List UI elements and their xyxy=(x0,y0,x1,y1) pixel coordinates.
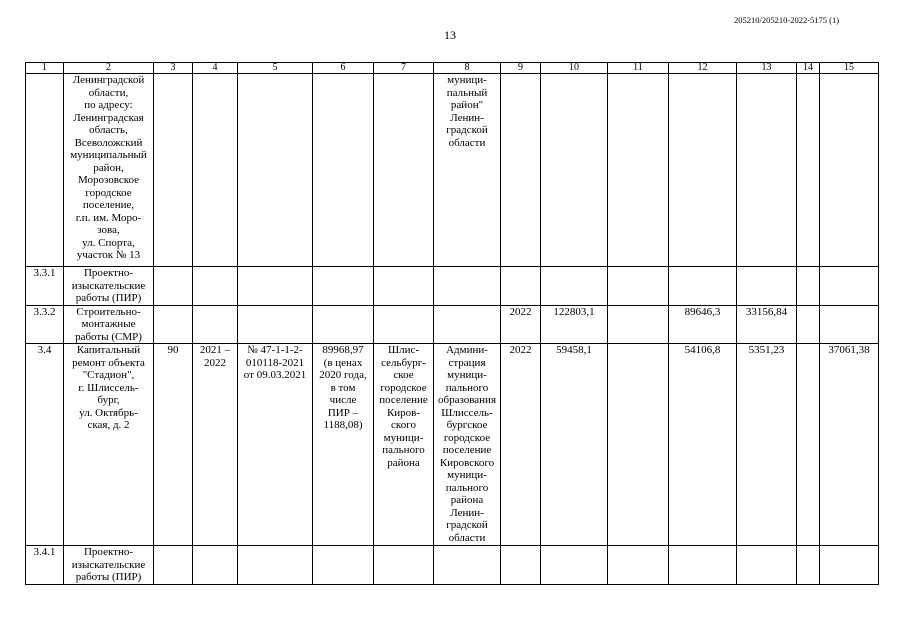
table-cell xyxy=(313,546,374,585)
column-number-header: 2 xyxy=(64,63,154,74)
table-cell xyxy=(154,546,193,585)
column-number-header: 9 xyxy=(501,63,541,74)
page-number: 13 xyxy=(444,28,456,42)
table-cell: 59458,1 xyxy=(541,344,608,546)
table-cell xyxy=(154,267,193,306)
table-cell xyxy=(193,74,238,267)
table-cell xyxy=(434,267,501,306)
table-cell xyxy=(669,74,737,267)
table-cell xyxy=(501,546,541,585)
table-cell: 54106,8 xyxy=(669,344,737,546)
column-number-header: 3 xyxy=(154,63,193,74)
table-cell xyxy=(797,546,820,585)
table-cell: Шлис- сельбург- ское городское поселение Киров- ского муници- пального района xyxy=(374,344,434,546)
column-number-header: 1 xyxy=(26,63,64,74)
table-cell xyxy=(541,74,608,267)
row-number-cell: 3.3.2 xyxy=(26,305,64,344)
table-cell: 2022 xyxy=(501,305,541,344)
table-row xyxy=(26,267,879,306)
table-cell: 122803,1 xyxy=(541,305,608,344)
row-number-cell: 3.4.1 xyxy=(26,546,64,585)
description-cell: Ленинградской области, по адресу: Ленинградская область, Всеволожский муниципальный район, Морозовское городское поселение, г.п. им. Моро- зова, ул. Спорта, участок № 13 xyxy=(64,74,154,267)
row-number-cell: 3.4 xyxy=(26,344,64,546)
table-cell xyxy=(501,74,541,267)
table-cell: 90 xyxy=(154,344,193,546)
table-cell xyxy=(608,305,669,344)
table-row xyxy=(26,74,879,267)
table-cell xyxy=(154,305,193,344)
table-cell xyxy=(193,267,238,306)
table-cell xyxy=(797,267,820,306)
column-number-header: 7 xyxy=(374,63,434,74)
column-number-header: 6 xyxy=(313,63,374,74)
table-row xyxy=(26,546,879,585)
column-number-header: 4 xyxy=(193,63,238,74)
table-cell xyxy=(608,267,669,306)
description-cell: Строительно- монтажные работы (СМР) xyxy=(64,305,154,344)
data-table xyxy=(25,62,879,585)
table-cell xyxy=(820,267,879,306)
table-cell xyxy=(313,305,374,344)
column-number-header: 5 xyxy=(238,63,313,74)
description-cell: Капитальный ремонт объекта "Стадион", г. Шлиссель- бург, ул. Октябрь- ская, д. 2 xyxy=(64,344,154,546)
table-cell xyxy=(797,344,820,546)
table-cell xyxy=(669,546,737,585)
table-cell xyxy=(313,74,374,267)
table-cell: 89646,3 xyxy=(669,305,737,344)
row-number-cell: 3.3.1 xyxy=(26,267,64,306)
table-cell xyxy=(238,305,313,344)
table-cell: 89968,97 (в ценах 2020 года, в том числе ПИР – 1188,08) xyxy=(313,344,374,546)
table-cell xyxy=(374,546,434,585)
table-cell xyxy=(820,305,879,344)
table-cell: 2021 – 2022 xyxy=(193,344,238,546)
table-cell xyxy=(797,74,820,267)
table-cell xyxy=(238,74,313,267)
table-cell xyxy=(608,344,669,546)
table-cell xyxy=(608,74,669,267)
table-cell: Админи- страция муници- пального образования Шлиссель- бургское городское поселение Кировского муници- пального района Ленин- градской области xyxy=(434,344,501,546)
table-cell xyxy=(737,74,797,267)
table-cell xyxy=(737,546,797,585)
table-cell xyxy=(820,74,879,267)
table-cell xyxy=(820,546,879,585)
table-cell xyxy=(434,305,501,344)
column-number-header: 12 xyxy=(669,63,737,74)
table-cell xyxy=(238,546,313,585)
table-cell: 33156,84 xyxy=(737,305,797,344)
description-cell: Проектно- изыскательские работы (ПИР) xyxy=(64,267,154,306)
table-cell: № 47-1-1-2- 010118-2021 от 09.03.2021 xyxy=(238,344,313,546)
table-cell xyxy=(374,305,434,344)
table-cell: 5351,23 xyxy=(737,344,797,546)
table-cell: 37061,38 xyxy=(820,344,879,546)
table-cell xyxy=(313,267,374,306)
table-row xyxy=(26,305,879,344)
table-cell xyxy=(374,74,434,267)
table-cell xyxy=(608,546,669,585)
table-cell xyxy=(797,305,820,344)
column-number-header: 14 xyxy=(797,63,820,74)
document-id: 205210/205210-2022-5175 (1) xyxy=(734,15,840,25)
table-cell xyxy=(669,267,737,306)
table-cell xyxy=(193,546,238,585)
column-number-header: 10 xyxy=(541,63,608,74)
table-cell xyxy=(501,267,541,306)
table-cell xyxy=(193,305,238,344)
table-cell xyxy=(737,267,797,306)
column-number-header: 11 xyxy=(608,63,669,74)
table-cell xyxy=(541,267,608,306)
table-cell xyxy=(238,267,313,306)
column-number-header: 15 xyxy=(820,63,879,74)
description-cell: Проектно- изыскательские работы (ПИР) xyxy=(64,546,154,585)
row-number-cell xyxy=(26,74,64,267)
table-cell: 2022 xyxy=(501,344,541,546)
table-cell xyxy=(154,74,193,267)
table-cell xyxy=(374,267,434,306)
column-number-header: 8 xyxy=(434,63,501,74)
column-number-header: 13 xyxy=(737,63,797,74)
column-numbers-row xyxy=(26,63,879,74)
table-cell: муници- пальный район" Ленин- градской области xyxy=(434,74,501,267)
table-cell xyxy=(434,546,501,585)
table-cell xyxy=(541,546,608,585)
table-row xyxy=(26,344,879,546)
